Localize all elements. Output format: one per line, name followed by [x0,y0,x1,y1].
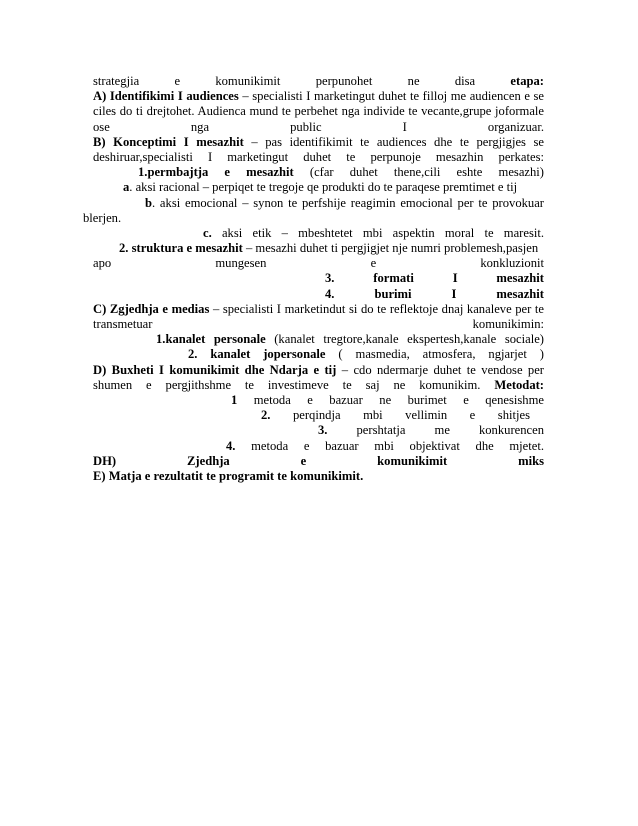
text-line [93,104,544,119]
list-item [93,241,544,256]
list-marker: a [123,180,130,195]
text-run: (cfar duhet thene,cili eshte mesazhi) [293,165,544,180]
text-line [93,120,544,135]
list-item-title: 1.kanalet personale [156,332,266,347]
section-heading: D) Buxheti I komunikimit dhe Ndarja e tij [93,362,337,377]
text-line [93,74,544,89]
text-run: – mesazhi duhet ti pergjigjet nje numri problemesh,pasjen [242,241,539,256]
list-item-title: 3. formati I mesazhit [325,271,544,286]
list-marker: 2. [261,408,271,423]
text-line [93,256,544,271]
list-marker: 4. [226,438,236,453]
heading-matja [93,469,544,484]
text-run: – specialisti I marketingut duhet te filloj me audiencen e se [238,89,544,104]
section-heading: DH) Zjedhja e komunikimit miks [93,453,544,468]
text-run: metoda e bazuar ne burimet e qenesishme [237,392,544,407]
text-run: . aksi racional – perpiqet te tregoje qe produkti do te paraqese premtimet e tij [129,180,518,195]
text-run: . aksi emocional – synon te perfshije reagimin emocional per te provokuar [152,195,544,210]
list-item [93,439,544,454]
text-run: (kanalet tregtore,kanale ekspertesh,kanale sociale) [265,332,544,347]
list-item [93,287,544,302]
text-run: – specialisti I marketindut si do te reflektoje dnaj kanaleve per te [209,301,544,316]
list-item-title: 2. struktura e mesazhit [119,241,243,256]
list-marker: 1 [231,392,238,407]
text-run: shumen e pergjithshme te investimeve te saj ne komunikim. [93,377,495,392]
text-run: metoda e bazuar mbi objektivat dhe mjetet. [235,438,544,453]
list-item [93,332,544,347]
text-line [93,317,544,332]
list-item [93,423,544,438]
section-heading: A) Identifikimi I audiences [93,89,239,104]
list-item [93,180,544,195]
list-item [93,393,544,408]
text-run: perqindja mbi vellimin e shitjes [270,408,530,423]
section-heading: E) Matja e rezultatit te programit te komunikimit. [93,468,364,483]
list-item [93,408,544,423]
text-line [93,378,544,393]
heading-buxheti [93,363,544,378]
section-heading: B) Konceptimi I mesazhit [93,134,244,149]
text-run-bold: etapa: [510,74,544,88]
heading-komunikimit-miks [93,454,544,469]
list-marker: 3. [318,423,328,438]
list-item [93,196,544,211]
text-run: ose nga public I organizuar. [93,119,544,134]
list-item-title: 1.permbajtja e mesazhit [138,165,294,180]
text-run: – pas identifikimit te audiences dhe te pergjigjes se [243,134,545,149]
text-run: blerjen. [83,210,122,225]
text-line [83,211,544,226]
list-item [93,165,544,180]
text-run: – cdo ndermarje duhet te vendose per [336,362,544,377]
text-line [93,150,544,165]
text-run: ( masmedia, atmosfera, ngjarjet ) [325,347,544,362]
list-item [93,226,544,241]
list-marker: c. [203,225,212,240]
list-item [93,347,544,362]
heading-zgjedhja [93,302,544,317]
list-item [93,271,544,286]
heading-identifikimi [93,89,544,104]
list-item-title: 2. kanalet jopersonale [188,347,326,362]
heading-konceptimi [93,135,544,150]
text-run: ciles do ti drejtohet. Audienca mund te perbehet nga individe te vecante,grupe joformale [93,104,544,119]
text-run: aksi etik – mbeshtetet mbi aspektin moral te maresit. [211,225,544,240]
list-marker: b [145,195,153,210]
text-run-bold: Metodat: [494,377,544,392]
section-heading: C) Zgjedhja e medias [93,301,210,316]
text-run: deshiruar,specialisti I marketingut duhet te perpunoje mesazhin perkates: [93,149,544,164]
text-run: transmetuar komunikimin: [93,317,544,331]
text-run: strategjia e komunikimit perpunohet ne disa [93,74,476,88]
document-body [83,74,545,484]
text-run: pershtatja me konkurencen [327,423,544,438]
list-item-title: 4. burimi I mesazhit [325,286,544,301]
text-run: apo mungesen e konkluzionit [93,256,544,271]
